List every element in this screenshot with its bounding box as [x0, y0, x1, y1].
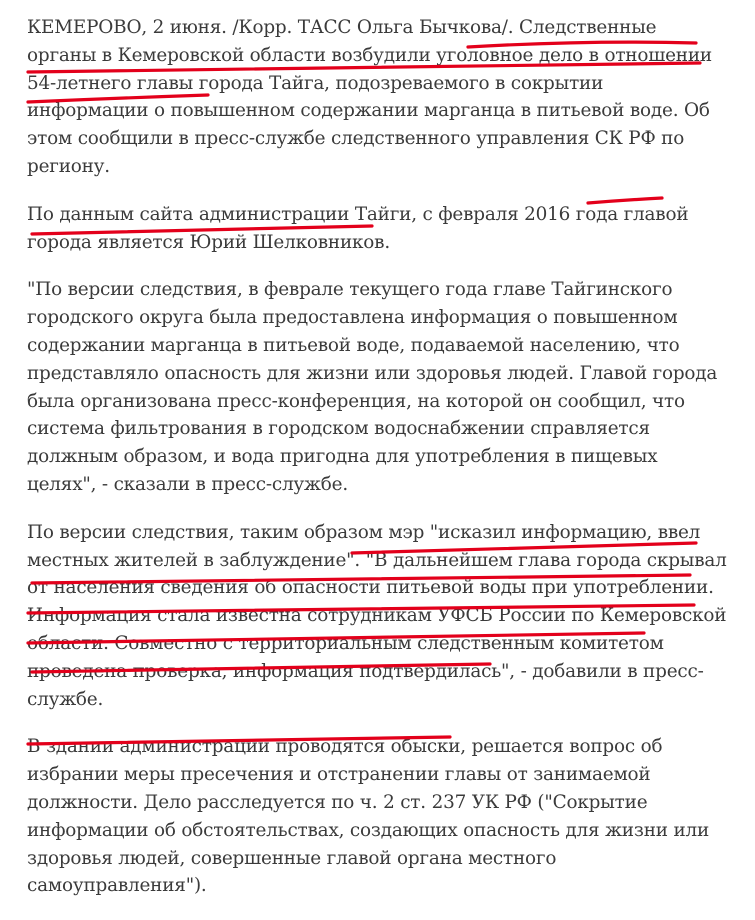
text-segment: "По версии следствия, в феврале текущего года главе Тайгинского городского округа была предоставлена информация о повышенном содержании марганца в питьевой воде, подаваемой населению, что представляло опасность для жизни или здоровья людей. Главой города была организована пресс-конференция, на которой он сообщил, что система фильтрования в городском водоснабжении справляется должным образом, и вода пригодна для употребления в пищевых целях", - сказали в пресс-службе. [27, 279, 718, 495]
paragraph-3-quote [27, 276, 727, 498]
highlighted-segment: "В дальнейшем глава города скрывал от населения сведения об опасности питьевой воды при употреблении. Информация стала известна сотрудникам УФСБ России по Кемеровской области. Совместно с территориальным следственным комитетом проведена проверка, информация подтвердилась" [27, 549, 727, 682]
text-segment: КЕМЕРОВО, 2 июня. /Корр. ТАСС Ольга Бычкова/. [27, 17, 520, 38]
text-segment: , подозреваемого в сокрытии информации о повышенном содержании марганца в питьевой воде. Об этом сообщили в пресс-службе следственного управления СК РФ по региону. [27, 72, 710, 177]
article-body [27, 14, 727, 920]
text-segment: , - добавили в пресс-службе. [27, 660, 704, 710]
paragraph-1 [27, 14, 727, 181]
highlighted-segment: В здании администрации проводятся обыски [27, 736, 461, 758]
paragraph-4 [27, 519, 727, 714]
highlighted-segment: главой города является Юрий Шелковников [27, 203, 689, 253]
paragraph-2 [27, 201, 727, 257]
paragraph-5 [27, 733, 727, 900]
text-segment: По версии следствия, таким образом мэр "исказил информацию, ввел местных жителей в заблуждение". [27, 521, 701, 571]
highlighted-segment: Следственные органы в Кемеровской области возбудили уголовное дело в отношении 54-летнего главы города Тайга [27, 17, 712, 94]
text-segment: , решается вопрос об избрании меры пресечения и отстранении главы от занимаемой должности. Дело расследуется по ч. 2 ст. 237 УК РФ ("Сокрытие информации об обстоятельствах, создающих опасность для жизни или здоровья людей, совершенные главой органа местного самоуправления"). [27, 736, 710, 897]
text-segment: По данным сайта администрации Тайги, с февраля 2016 года [27, 203, 624, 225]
text-segment: . [384, 231, 390, 253]
